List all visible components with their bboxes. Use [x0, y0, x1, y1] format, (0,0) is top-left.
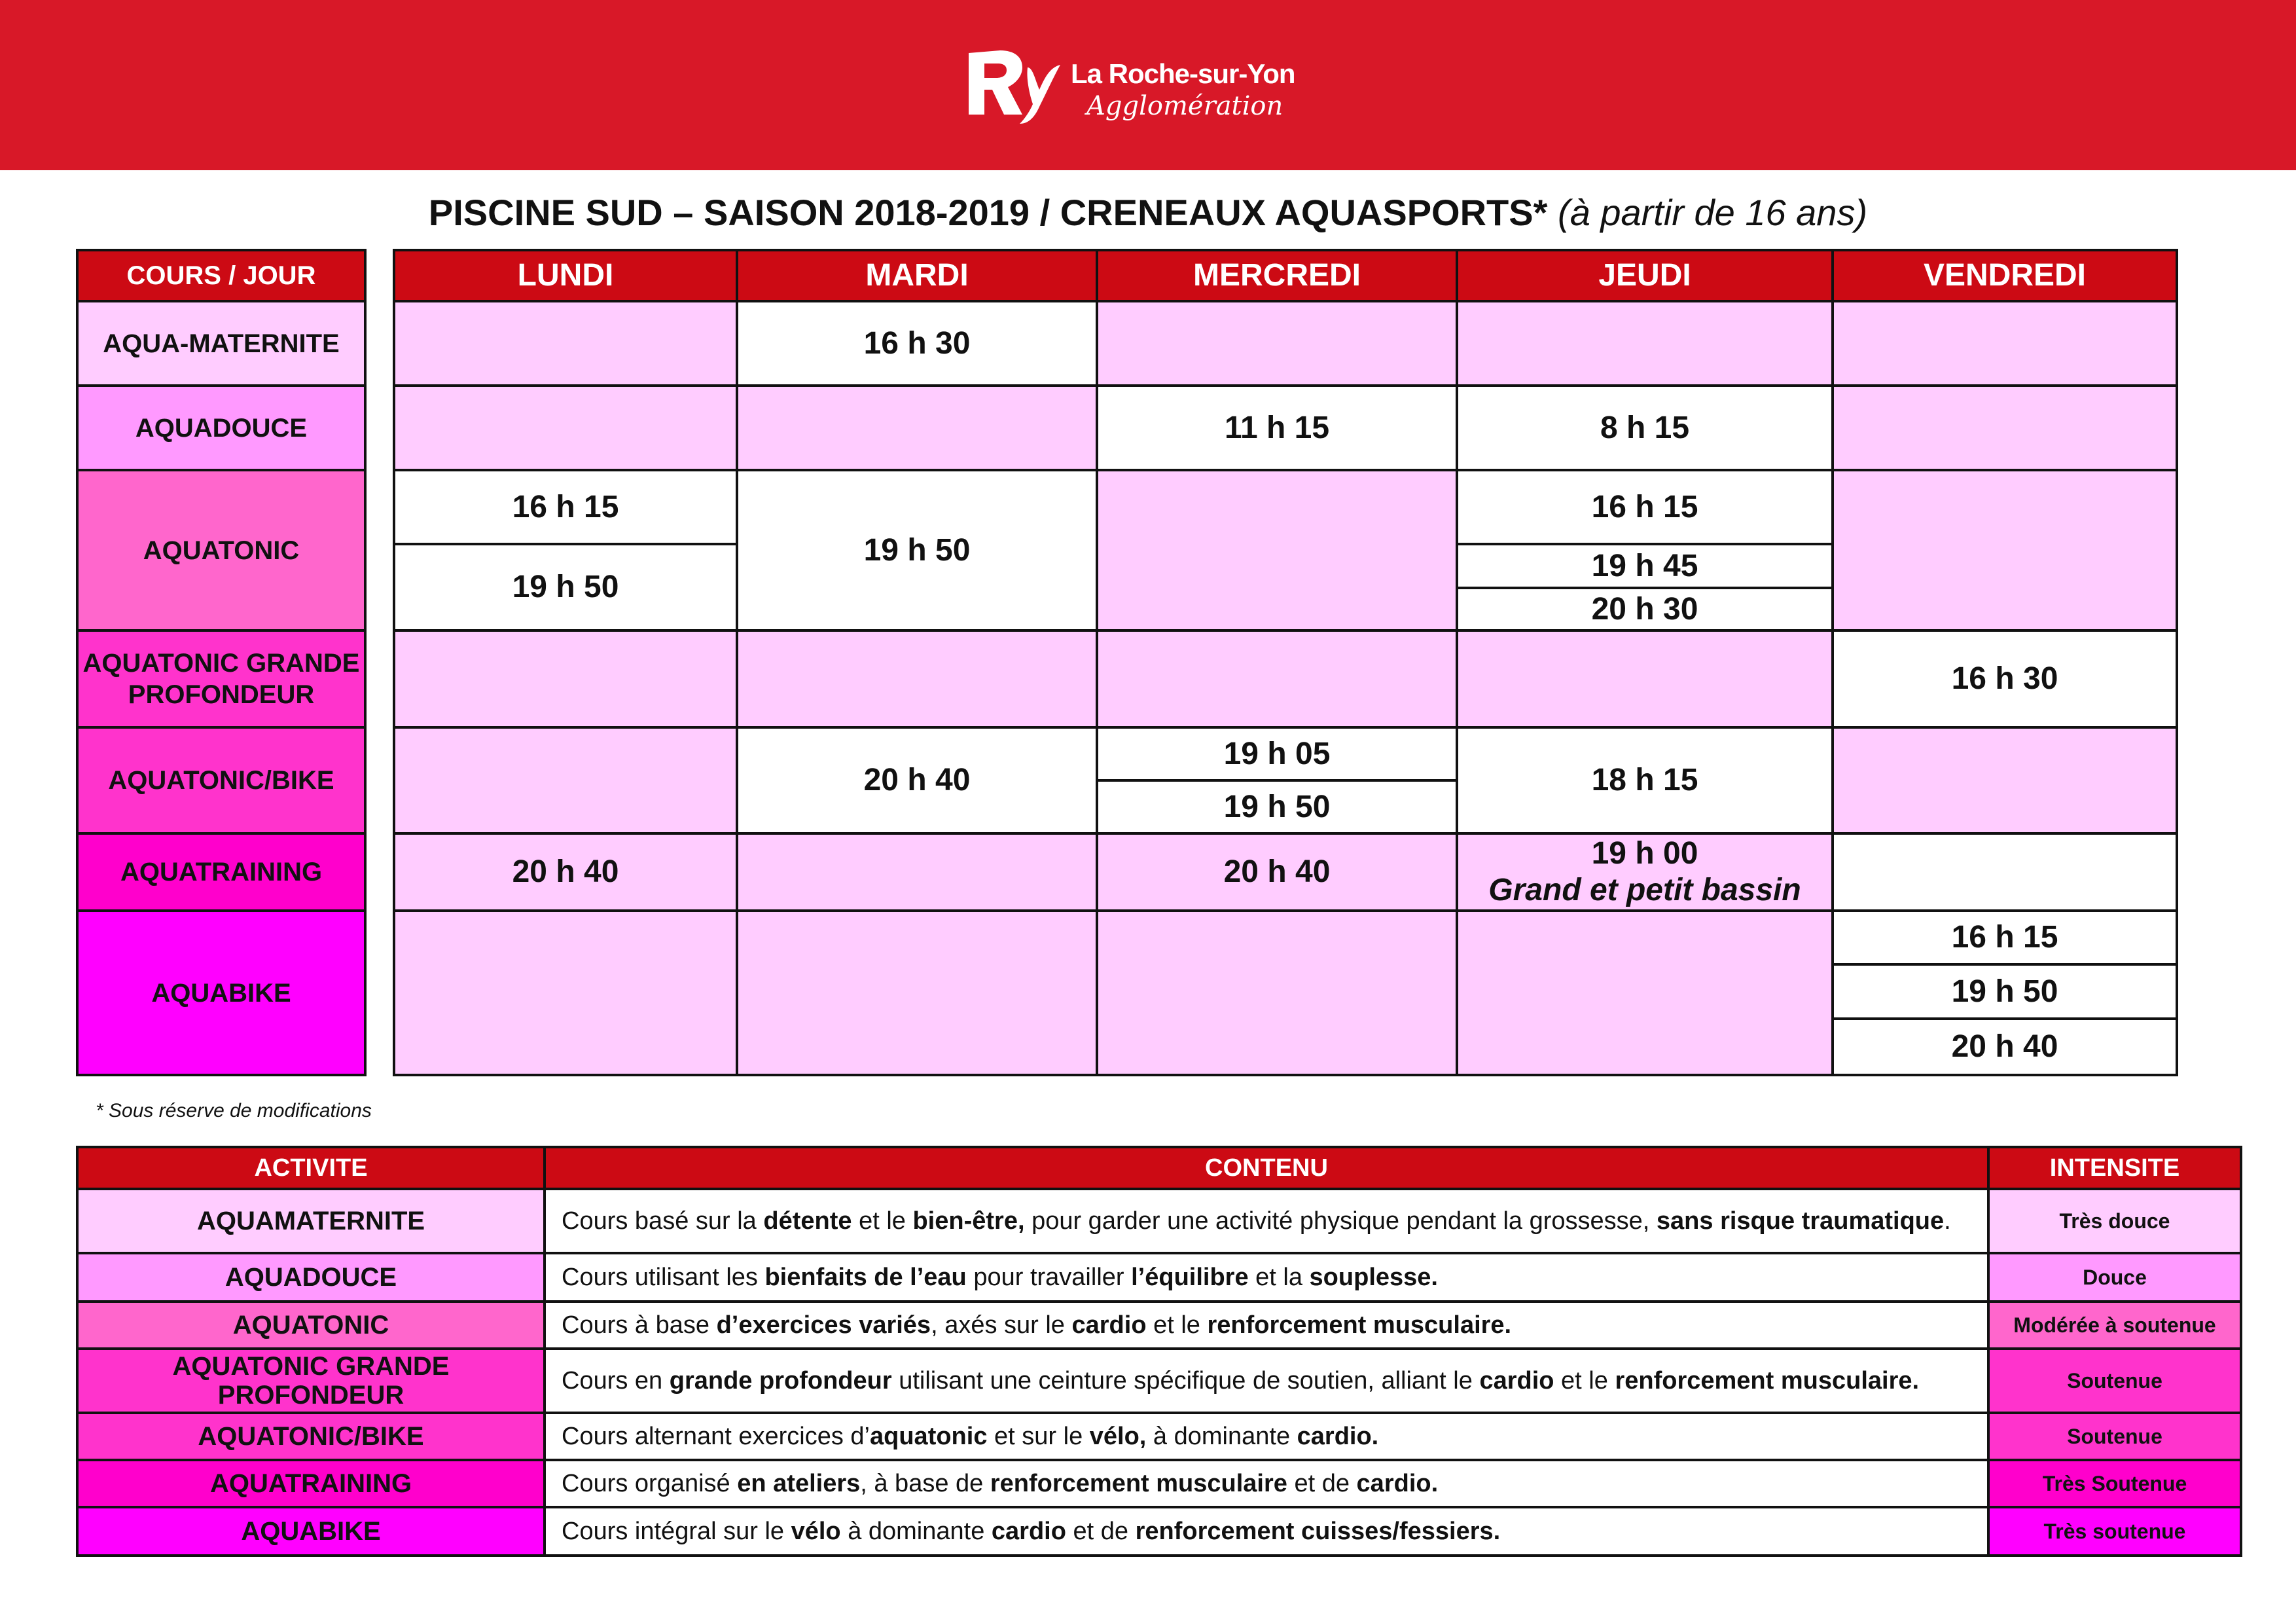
legend-content: Cours intégral sur le vélo à dominante cardio et de renforcement cuisses/fessiers.: [545, 1507, 1988, 1556]
empty-slot: [1457, 630, 1833, 727]
empty-slot: [737, 833, 1097, 911]
legend-content: Cours utilisant les bienfaits de l’eau pour travailler l’équilibre et la souplesse.: [545, 1253, 1988, 1302]
time-slot: 19 h 05: [1097, 727, 1457, 780]
legend-activity: AQUATONIC/BIKE: [77, 1413, 545, 1460]
time-slot-with-note: [1457, 833, 1833, 911]
legend-header-intensity: INTENSITE: [1988, 1147, 2241, 1189]
empty-slot: [737, 386, 1097, 470]
empty-slot: [394, 727, 737, 833]
logo: [962, 36, 1302, 134]
course-column: [76, 249, 367, 1076]
legend-activity: AQUADOUCE: [77, 1253, 545, 1302]
time-slot: 20 h 40: [737, 727, 1097, 833]
legend-intensity: Modérée à soutenue: [1988, 1302, 2241, 1349]
legend-activity: AQUATONIC: [77, 1302, 545, 1349]
empty-slot: [394, 630, 737, 727]
page-title-sub: (à partir de 16 ans): [1557, 192, 1868, 233]
time-slot: 11 h 15: [1097, 386, 1457, 470]
schedule-grid: [393, 249, 2178, 1076]
legend-activity: AQUABIKE: [77, 1507, 545, 1556]
empty-slot: [1097, 911, 1457, 1075]
header-band: [0, 0, 2296, 170]
time-slot: 19 h 50: [1833, 964, 2177, 1019]
empty-slot: [1833, 470, 2177, 630]
legend-intensity: Douce: [1988, 1253, 2241, 1302]
page-title-main: PISCINE SUD – SAISON 2018-2019 / CRENEAUX AQUASPORTS*: [428, 192, 1548, 233]
page-title: [0, 191, 2296, 234]
legend-content: Cours basé sur la détente et le bien-être, pour garder une activité physique pendant la grossesse, sans risque traumatique.: [545, 1189, 1988, 1253]
empty-slot: [1097, 301, 1457, 386]
logo-mark-icon: [962, 41, 1067, 126]
time-slot: 20 h 30: [1457, 588, 1833, 630]
time-slot: 20 h 40: [1833, 1019, 2177, 1075]
course-label: AQUABIKE: [77, 911, 365, 1075]
time-slot: 8 h 15: [1457, 386, 1833, 470]
empty-slot: [1833, 727, 2177, 833]
time-slot-note: Grand et petit bassin: [1488, 873, 1801, 907]
empty-slot: [394, 386, 737, 470]
time-slot: 19 h 45: [1457, 544, 1833, 588]
course-label: AQUA-MATERNITE: [77, 301, 365, 386]
course-label: AQUATONIC/BIKE: [77, 727, 365, 833]
empty-slot: [394, 911, 737, 1075]
day-header: LUNDI: [394, 250, 737, 301]
legend-header-content: CONTENU: [545, 1147, 1988, 1189]
time-slot: 16 h 15: [394, 470, 737, 544]
empty-slot: [737, 911, 1097, 1075]
legend-intensity: Très douce: [1988, 1189, 2241, 1253]
empty-slot: [1833, 386, 2177, 470]
empty-slot: [1097, 630, 1457, 727]
empty-slot: [1833, 301, 2177, 386]
legend-activity: AQUATONIC GRANDE PROFONDEUR: [77, 1349, 545, 1413]
empty-slot: [1097, 470, 1457, 630]
course-label: AQUADOUCE: [77, 386, 365, 470]
day-header: MARDI: [737, 250, 1097, 301]
legend-activity: AQUAMATERNITE: [77, 1189, 545, 1253]
legend-content: Cours en grande profondeur utilisant une ceinture spécifique de soutien, alliant le cardio et le renforcement musculaire.: [545, 1349, 1988, 1413]
time-slot: 16 h 30: [1833, 630, 2177, 727]
time-slot: 20 h 40: [1097, 833, 1457, 911]
legend-intensity: Très soutenue: [1988, 1507, 2241, 1556]
time-slot: 18 h 15: [1457, 727, 1833, 833]
legend-table: [76, 1146, 2242, 1557]
course-label: AQUATONIC: [77, 470, 365, 630]
legend-content: Cours alternant exercices d’aquatonic et sur le vélo, à dominante cardio.: [545, 1413, 1988, 1460]
logo-text-city: La Roche-sur-Yon: [1071, 58, 1295, 89]
legend-content: Cours organisé en ateliers, à base de renforcement musculaire et de cardio.: [545, 1460, 1988, 1507]
day-header: VENDREDI: [1833, 250, 2177, 301]
legend-intensity: Soutenue: [1988, 1413, 2241, 1460]
empty-slot: [737, 630, 1097, 727]
empty-slot: [1833, 833, 2177, 911]
legend-intensity: Très Soutenue: [1988, 1460, 2241, 1507]
day-header: JEUDI: [1457, 250, 1833, 301]
time-slot: 19 h 50: [737, 470, 1097, 630]
legend-content: Cours à base d’exercices variés, axés sur le cardio et le renforcement musculaire.: [545, 1302, 1988, 1349]
day-header: MERCREDI: [1097, 250, 1457, 301]
legend-header-activity: ACTIVITE: [77, 1147, 545, 1189]
time-slot: 20 h 40: [394, 833, 737, 911]
time-slot: 16 h 15: [1833, 911, 2177, 964]
empty-slot: [1457, 911, 1833, 1075]
course-label: AQUATRAINING: [77, 833, 365, 911]
course-label: AQUATONIC GRANDE PROFONDEUR: [77, 630, 365, 727]
legend-activity: AQUATRAINING: [77, 1460, 545, 1507]
legend-intensity: Soutenue: [1988, 1349, 2241, 1413]
footnote: * Sous réserve de modifications: [96, 1100, 372, 1122]
corner-header: COURS / JOUR: [77, 250, 365, 301]
empty-slot: [394, 301, 737, 386]
time-slot: 19 h 50: [394, 544, 737, 630]
time-slot: 16 h 15: [1457, 470, 1833, 544]
time-slot-time: 19 h 00: [1591, 836, 1698, 871]
time-slot: 16 h 30: [737, 301, 1097, 386]
empty-slot: [1457, 301, 1833, 386]
time-slot: 19 h 50: [1097, 780, 1457, 833]
logo-text-agglomeration: Agglomération: [1086, 91, 1283, 121]
